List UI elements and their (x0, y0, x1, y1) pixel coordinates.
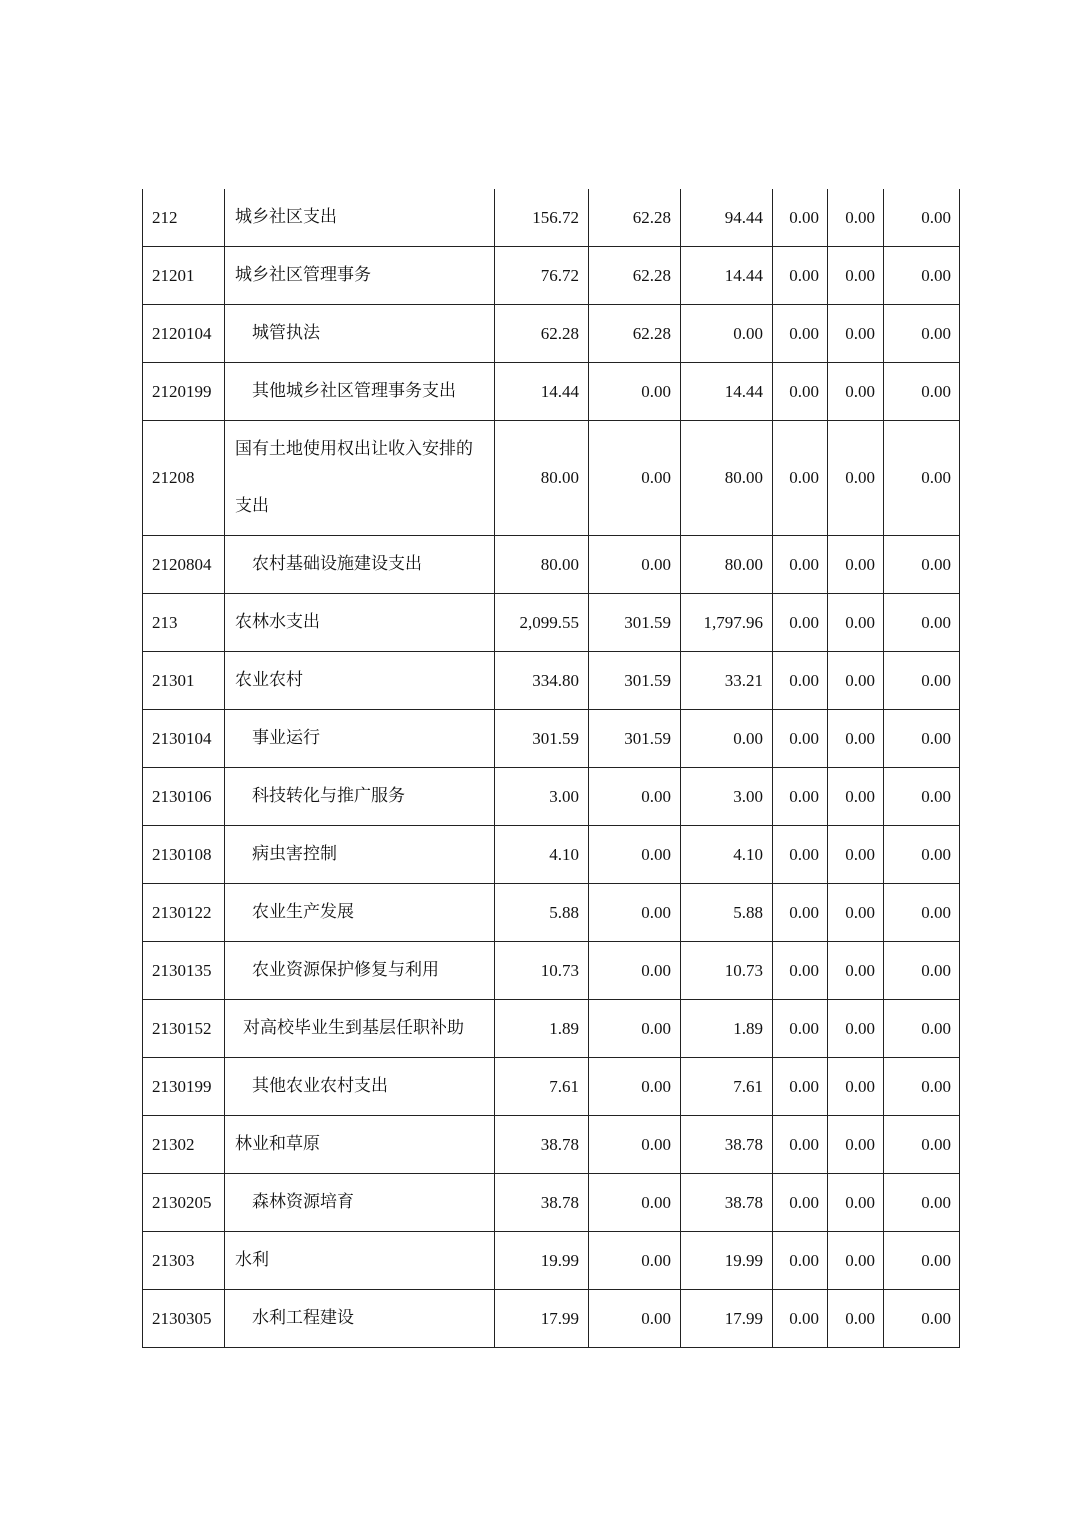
table-row (143, 594, 960, 652)
amount-basic: 0.00 (589, 1290, 681, 1348)
amount-total: 14.44 (495, 363, 589, 421)
amount-project: 5.88 (681, 884, 773, 942)
amount-col6: 0.00 (884, 247, 960, 305)
amount-total: 19.99 (495, 1232, 589, 1290)
subject-code: 2120804 (143, 536, 225, 594)
amount-project: 1,797.96 (681, 594, 773, 652)
amount-project: 3.00 (681, 768, 773, 826)
amount-col6: 0.00 (884, 1116, 960, 1174)
table-row (143, 768, 960, 826)
subject-code: 2130199 (143, 1058, 225, 1116)
amount-col6: 0.00 (884, 768, 960, 826)
subject-name: 对高校毕业生到基层任职补助 (225, 1000, 495, 1058)
amount-col5: 0.00 (828, 594, 884, 652)
amount-project: 19.99 (681, 1232, 773, 1290)
subject-name: 农业农村 (225, 652, 495, 710)
amount-col4: 0.00 (773, 1232, 828, 1290)
subject-code: 2120104 (143, 305, 225, 363)
table-row (143, 652, 960, 710)
amount-col6: 0.00 (884, 1000, 960, 1058)
subject-name: 事业运行 (225, 710, 495, 768)
amount-col5: 0.00 (828, 826, 884, 884)
amount-col4: 0.00 (773, 1000, 828, 1058)
subject-name: 病虫害控制 (225, 826, 495, 884)
amount-basic: 0.00 (589, 421, 681, 536)
amount-col4: 0.00 (773, 1290, 828, 1348)
subject-name: 林业和草原 (225, 1116, 495, 1174)
subject-code: 2130135 (143, 942, 225, 1000)
amount-project: 80.00 (681, 536, 773, 594)
amount-col4: 0.00 (773, 652, 828, 710)
amount-col6: 0.00 (884, 826, 960, 884)
amount-project: 14.44 (681, 363, 773, 421)
subject-code: 21302 (143, 1116, 225, 1174)
subject-name: 农林水支出 (225, 594, 495, 652)
amount-basic: 301.59 (589, 710, 681, 768)
table-row (143, 1116, 960, 1174)
amount-col4: 0.00 (773, 594, 828, 652)
table-row (143, 1174, 960, 1232)
table-row (143, 536, 960, 594)
amount-col5: 0.00 (828, 305, 884, 363)
amount-basic: 62.28 (589, 189, 681, 247)
subject-name: 国有土地使用权出让收入安排的支出 (225, 421, 495, 536)
amount-col5: 0.00 (828, 884, 884, 942)
subject-name: 科技转化与推广服务 (225, 768, 495, 826)
amount-basic: 0.00 (589, 942, 681, 1000)
amount-project: 80.00 (681, 421, 773, 536)
amount-project: 14.44 (681, 247, 773, 305)
amount-col5: 0.00 (828, 710, 884, 768)
amount-project: 4.10 (681, 826, 773, 884)
amount-basic: 0.00 (589, 1174, 681, 1232)
table-row (143, 826, 960, 884)
amount-total: 301.59 (495, 710, 589, 768)
amount-project: 38.78 (681, 1116, 773, 1174)
amount-basic: 62.28 (589, 305, 681, 363)
amount-col6: 0.00 (884, 363, 960, 421)
subject-code: 2130108 (143, 826, 225, 884)
subject-code: 21201 (143, 247, 225, 305)
amount-col4: 0.00 (773, 1116, 828, 1174)
budget-table (142, 189, 960, 1348)
amount-col6: 0.00 (884, 594, 960, 652)
amount-basic: 0.00 (589, 768, 681, 826)
subject-code: 2130205 (143, 1174, 225, 1232)
subject-name: 水利 (225, 1232, 495, 1290)
subject-name: 城管执法 (225, 305, 495, 363)
table-row (143, 421, 960, 536)
amount-total: 80.00 (495, 421, 589, 536)
amount-col4: 0.00 (773, 189, 828, 247)
subject-name: 农业资源保护修复与利用 (225, 942, 495, 1000)
amount-total: 156.72 (495, 189, 589, 247)
amount-col4: 0.00 (773, 942, 828, 1000)
table-row (143, 363, 960, 421)
amount-col5: 0.00 (828, 1000, 884, 1058)
subject-name: 其他城乡社区管理事务支出 (225, 363, 495, 421)
amount-col5: 0.00 (828, 247, 884, 305)
amount-basic: 301.59 (589, 594, 681, 652)
amount-col4: 0.00 (773, 363, 828, 421)
amount-col4: 0.00 (773, 884, 828, 942)
amount-project: 1.89 (681, 1000, 773, 1058)
amount-col5: 0.00 (828, 536, 884, 594)
amount-total: 7.61 (495, 1058, 589, 1116)
table-row (143, 884, 960, 942)
amount-col4: 0.00 (773, 710, 828, 768)
amount-col4: 0.00 (773, 421, 828, 536)
amount-basic: 62.28 (589, 247, 681, 305)
amount-col5: 0.00 (828, 768, 884, 826)
subject-code: 213 (143, 594, 225, 652)
amount-col5: 0.00 (828, 363, 884, 421)
table-row (143, 305, 960, 363)
table-row (143, 1232, 960, 1290)
amount-col6: 0.00 (884, 1174, 960, 1232)
amount-total: 76.72 (495, 247, 589, 305)
amount-total: 38.78 (495, 1116, 589, 1174)
amount-project: 0.00 (681, 305, 773, 363)
amount-total: 38.78 (495, 1174, 589, 1232)
amount-col5: 0.00 (828, 942, 884, 1000)
subject-code: 212 (143, 189, 225, 247)
amount-col4: 0.00 (773, 247, 828, 305)
subject-name: 森林资源培育 (225, 1174, 495, 1232)
amount-col6: 0.00 (884, 421, 960, 536)
amount-col5: 0.00 (828, 421, 884, 536)
amount-basic: 0.00 (589, 1116, 681, 1174)
amount-total: 1.89 (495, 1000, 589, 1058)
amount-col5: 0.00 (828, 1290, 884, 1348)
amount-col6: 0.00 (884, 1232, 960, 1290)
amount-basic: 301.59 (589, 652, 681, 710)
amount-col5: 0.00 (828, 1116, 884, 1174)
subject-name: 农业生产发展 (225, 884, 495, 942)
subject-code: 21208 (143, 421, 225, 536)
amount-total: 62.28 (495, 305, 589, 363)
subject-code: 2130104 (143, 710, 225, 768)
amount-total: 2,099.55 (495, 594, 589, 652)
subject-code: 2130152 (143, 1000, 225, 1058)
amount-col4: 0.00 (773, 536, 828, 594)
amount-col6: 0.00 (884, 305, 960, 363)
amount-col4: 0.00 (773, 768, 828, 826)
subject-name: 城乡社区管理事务 (225, 247, 495, 305)
amount-project: 94.44 (681, 189, 773, 247)
amount-project: 38.78 (681, 1174, 773, 1232)
amount-col6: 0.00 (884, 652, 960, 710)
amount-col5: 0.00 (828, 189, 884, 247)
table-row (143, 189, 960, 247)
amount-basic: 0.00 (589, 884, 681, 942)
subject-code: 2120199 (143, 363, 225, 421)
amount-col4: 0.00 (773, 826, 828, 884)
amount-col4: 0.00 (773, 305, 828, 363)
amount-basic: 0.00 (589, 1232, 681, 1290)
amount-col5: 0.00 (828, 1174, 884, 1232)
subject-code: 21303 (143, 1232, 225, 1290)
amount-basic: 0.00 (589, 826, 681, 884)
amount-basic: 0.00 (589, 1058, 681, 1116)
amount-col6: 0.00 (884, 536, 960, 594)
table-row (143, 1290, 960, 1348)
subject-code: 2130106 (143, 768, 225, 826)
table-row (143, 1000, 960, 1058)
table-row (143, 1058, 960, 1116)
amount-col6: 0.00 (884, 942, 960, 1000)
subject-code: 21301 (143, 652, 225, 710)
table-row (143, 942, 960, 1000)
subject-code: 2130305 (143, 1290, 225, 1348)
amount-col6: 0.00 (884, 710, 960, 768)
table-row (143, 710, 960, 768)
amount-col6: 0.00 (884, 1058, 960, 1116)
subject-code: 2130122 (143, 884, 225, 942)
subject-name: 水利工程建设 (225, 1290, 495, 1348)
amount-total: 334.80 (495, 652, 589, 710)
amount-project: 17.99 (681, 1290, 773, 1348)
amount-project: 7.61 (681, 1058, 773, 1116)
subject-name: 其他农业农村支出 (225, 1058, 495, 1116)
amount-project: 10.73 (681, 942, 773, 1000)
amount-col6: 0.00 (884, 189, 960, 247)
amount-total: 10.73 (495, 942, 589, 1000)
amount-project: 0.00 (681, 710, 773, 768)
table-row (143, 247, 960, 305)
amount-total: 17.99 (495, 1290, 589, 1348)
amount-col4: 0.00 (773, 1058, 828, 1116)
subject-name: 农村基础设施建设支出 (225, 536, 495, 594)
amount-col5: 0.00 (828, 1232, 884, 1290)
amount-col5: 0.00 (828, 1058, 884, 1116)
amount-basic: 0.00 (589, 536, 681, 594)
amount-basic: 0.00 (589, 363, 681, 421)
amount-total: 80.00 (495, 536, 589, 594)
amount-total: 5.88 (495, 884, 589, 942)
subject-name: 城乡社区支出 (225, 189, 495, 247)
amount-project: 33.21 (681, 652, 773, 710)
amount-col5: 0.00 (828, 652, 884, 710)
amount-total: 4.10 (495, 826, 589, 884)
amount-total: 3.00 (495, 768, 589, 826)
amount-col6: 0.00 (884, 884, 960, 942)
amount-col4: 0.00 (773, 1174, 828, 1232)
amount-basic: 0.00 (589, 1000, 681, 1058)
amount-col6: 0.00 (884, 1290, 960, 1348)
